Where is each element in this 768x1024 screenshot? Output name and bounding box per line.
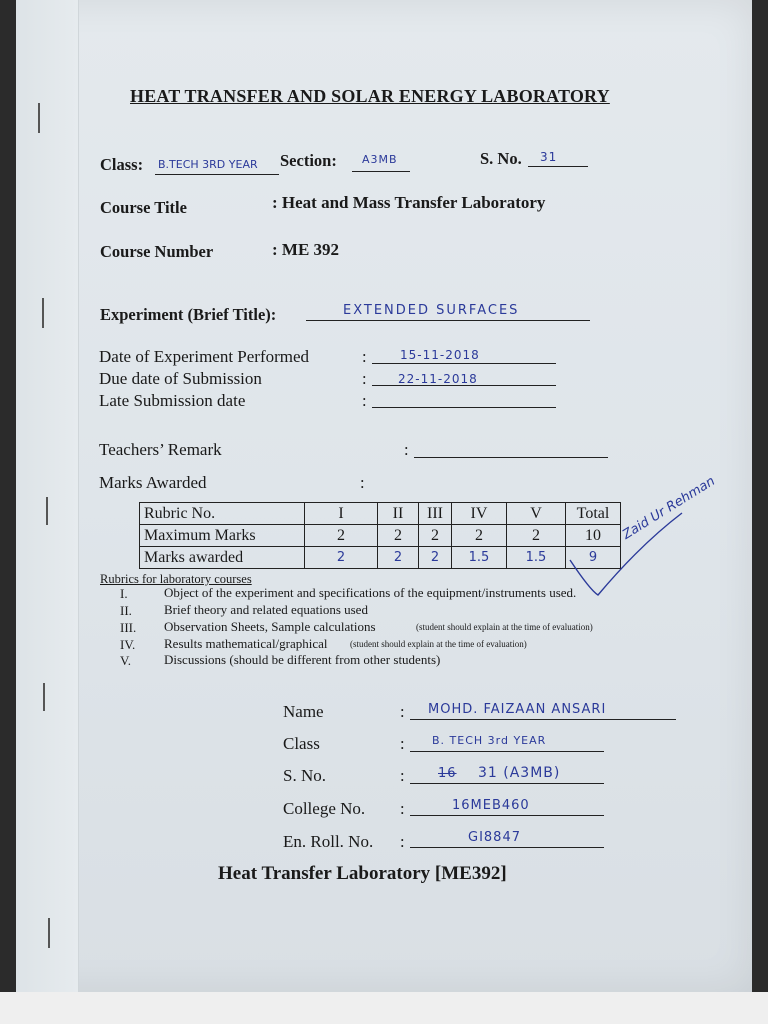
- rubric-note: (student should explain at the time of evaluation): [416, 622, 593, 632]
- rubric-text: Results mathematical/graphical: [164, 636, 328, 651]
- course-title-value: : Heat and Mass Transfer Laboratory: [272, 193, 546, 212]
- late-date-label: Late Submission date: [99, 391, 246, 410]
- course-number-value: : ME 392: [272, 240, 340, 259]
- table-row: [140, 503, 621, 525]
- rubric-num: III.: [120, 620, 137, 635]
- table-cell: 2: [305, 547, 378, 569]
- section-underline: [352, 171, 410, 172]
- date-performed-value: 15-11-2018: [400, 348, 480, 362]
- sno-value: 31: [540, 150, 558, 164]
- college-no-label: College No.: [283, 799, 366, 818]
- name-value: MOHD. FAIZAAN ANSARI: [428, 702, 607, 717]
- teachers-remark-label: Teachers’ Remark: [99, 440, 222, 459]
- marks-awarded-label: Marks Awarded: [99, 473, 207, 492]
- table-cell: 1.5: [452, 547, 507, 569]
- due-date-underline: [372, 385, 556, 386]
- section-label: Section:: [280, 151, 337, 170]
- college-no-value: 16MEB460: [452, 798, 530, 813]
- enroll-no-label: En. Roll. No.: [283, 832, 374, 851]
- teachers-remark-underline: [414, 457, 608, 458]
- colon: :: [362, 391, 367, 410]
- name-underline: [410, 719, 676, 720]
- punch-mark: [38, 103, 40, 133]
- class-label: Class:: [100, 155, 144, 174]
- background-strip: [0, 992, 768, 1024]
- punch-mark: [46, 497, 48, 525]
- enroll-no-value: GI8847: [468, 830, 521, 845]
- experiment-underline: [306, 320, 590, 321]
- table-cell: 10: [566, 525, 621, 547]
- punch-mark: [42, 298, 44, 328]
- due-date-label: Due date of Submission: [99, 369, 262, 388]
- student-class-label: Class: [283, 734, 320, 753]
- table-cell: Maximum Marks: [140, 525, 305, 547]
- rubric-table: [139, 502, 621, 569]
- footer-title: Heat Transfer Laboratory [ME392]: [218, 863, 507, 884]
- page-margin: [16, 0, 79, 992]
- table-cell: V: [507, 503, 566, 525]
- rubric-num: IV.: [120, 637, 136, 652]
- colon: :: [362, 369, 367, 388]
- table-cell: 2: [378, 525, 419, 547]
- document-page: [16, 0, 752, 992]
- section-value: A3MB: [362, 153, 398, 166]
- examiner-signature: Zaid Ur Rehman: [620, 473, 718, 543]
- table-cell: IV: [452, 503, 507, 525]
- sno-label: S. No.: [480, 149, 522, 168]
- page-title: HEAT TRANSFER AND SOLAR ENERGY LABORATORY: [130, 86, 610, 106]
- class-underline: [155, 174, 279, 175]
- date-performed-label: Date of Experiment Performed: [99, 347, 310, 366]
- table-cell: 1.5: [507, 547, 566, 569]
- colon: :: [362, 347, 367, 366]
- punch-mark: [43, 683, 45, 711]
- name-label: Name: [283, 702, 324, 721]
- enroll-no-underline: [410, 847, 604, 848]
- table-cell: 2: [452, 525, 507, 547]
- colon: :: [400, 734, 405, 753]
- experiment-value: EXTENDED SURFACES: [343, 303, 520, 318]
- table-cell: III: [419, 503, 452, 525]
- table-cell: 2: [419, 525, 452, 547]
- late-date-underline: [372, 407, 556, 408]
- class-value: B.TECH 3RD YEAR: [158, 158, 258, 171]
- rubric-num: I.: [120, 586, 128, 601]
- table-cell: 2: [507, 525, 566, 547]
- rubric-text: Brief theory and related equations used: [164, 602, 368, 617]
- table-cell: I: [305, 503, 378, 525]
- table-row: [140, 525, 621, 547]
- colon: :: [400, 702, 405, 721]
- experiment-label: Experiment (Brief Title):: [100, 305, 277, 324]
- student-class-value: B. TECH 3rd YEAR: [432, 734, 547, 747]
- table-cell: Marks awarded: [140, 547, 305, 569]
- student-sno-value: 31 (A3MB): [478, 765, 561, 781]
- student-sno-underline: [410, 783, 604, 784]
- student-sno-struck: 16: [438, 766, 457, 781]
- rubric-num: II.: [120, 603, 132, 618]
- sno-underline: [528, 166, 588, 167]
- rubric-num: V.: [120, 653, 131, 668]
- checkmark-signature: [560, 505, 690, 605]
- date-performed-underline: [372, 363, 556, 364]
- table-cell: 2: [419, 547, 452, 569]
- table-cell: II: [378, 503, 419, 525]
- colon: :: [360, 473, 365, 492]
- table-row: [140, 547, 621, 569]
- colon: :: [400, 799, 405, 818]
- student-sno-label: S. No.: [283, 766, 326, 785]
- colon: :: [400, 766, 405, 785]
- course-title-label: Course Title: [100, 198, 187, 217]
- punch-mark: [48, 918, 50, 948]
- table-cell: Total: [566, 503, 621, 525]
- table-cell: 9: [566, 547, 621, 569]
- rubric-text: Object of the experiment and specifications of the equipment/instruments used.: [164, 585, 577, 600]
- rubrics-heading: Rubrics for laboratory courses: [100, 572, 252, 586]
- colon: :: [400, 832, 405, 851]
- rubric-text: Discussions (should be different from other students): [164, 652, 441, 667]
- colon: :: [404, 440, 409, 459]
- table-cell: 2: [378, 547, 419, 569]
- due-date-value: 22-11-2018: [398, 372, 478, 386]
- table-cell: Rubric No.: [140, 503, 305, 525]
- table-cell: 2: [305, 525, 378, 547]
- college-no-underline: [410, 815, 604, 816]
- course-number-label: Course Number: [100, 242, 214, 261]
- rubric-text: Observation Sheets, Sample calculations: [164, 619, 376, 634]
- rubric-note: (student should explain at the time of evaluation): [350, 639, 527, 649]
- student-class-underline: [410, 751, 604, 752]
